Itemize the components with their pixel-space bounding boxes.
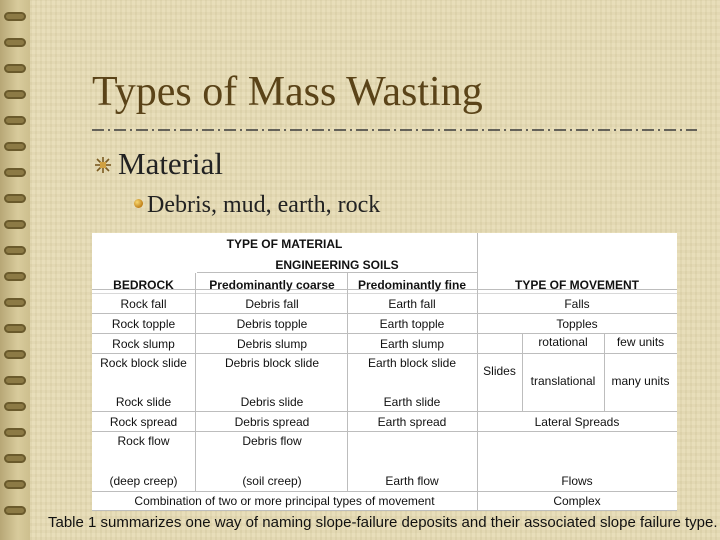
header-type-of-movement: TYPE OF MOVEMENT — [514, 278, 639, 292]
binder-ring-icon — [4, 90, 26, 99]
cell-few-units: few units — [616, 335, 665, 349]
binder-ring-icon — [4, 272, 26, 281]
binder-ring-icon — [4, 12, 26, 21]
table-gridline — [522, 353, 677, 354]
cell-coarse: Debris slump — [236, 337, 308, 351]
bullet-debris-text: Debris, mud, earth, rock — [147, 192, 381, 218]
cell-rock: Rock fall — [120, 297, 167, 311]
cell-rock: Rock block slide — [100, 356, 187, 370]
cell-fine: Earth flow — [385, 474, 439, 488]
cell-coarse: Debris block slide — [224, 356, 320, 370]
cell-movement: Lateral Spreads — [534, 415, 620, 429]
binder-ring-icon — [4, 402, 26, 411]
header-engineering-soils: ENGINEERING SOILS — [275, 258, 399, 272]
binder-ring-icon — [4, 298, 26, 307]
binder-ring-icon — [4, 350, 26, 359]
table-gridline — [195, 273, 196, 491]
cell-coarse: (soil creep) — [242, 474, 302, 488]
asterisk-star-icon — [94, 156, 112, 174]
cell-rock: Rock topple — [111, 317, 176, 331]
cell-movement: Flows — [561, 474, 593, 488]
header-coarse: Predominantly coarse — [209, 278, 335, 292]
binder-ring-icon — [4, 168, 26, 177]
cell-coarse: Debris fall — [245, 297, 299, 311]
cell-coarse: Debris topple — [236, 317, 308, 331]
binder-ring-icon — [4, 194, 26, 203]
binder-ring-icon — [4, 480, 26, 489]
cell-many-units: many units — [611, 374, 670, 388]
cell-movement: Falls — [564, 297, 590, 311]
bullet-material — [94, 146, 223, 182]
cell-rock: (deep creep) — [109, 474, 178, 488]
binder-ring-icon — [4, 142, 26, 151]
cell-complex: Complex — [553, 494, 601, 508]
cell-fine: Earth fall — [388, 297, 436, 311]
binder-ring-icon — [4, 506, 26, 515]
mass-wasting-table — [92, 233, 677, 510]
cell-rock: Rock spread — [109, 415, 178, 429]
table-gridline — [92, 411, 677, 412]
binder-ring-icon — [4, 116, 26, 125]
cell-coarse: Debris flow — [242, 434, 302, 448]
binder-ring-icon — [4, 428, 26, 437]
title-divider — [92, 128, 697, 132]
cell-fine: Earth topple — [379, 317, 445, 331]
header-type-of-material: TYPE OF MATERIAL — [226, 237, 343, 251]
table-gridline — [92, 313, 677, 314]
bullet-debris — [134, 192, 380, 219]
bullet-material-text: Material — [118, 146, 224, 181]
table-gridline — [92, 491, 677, 492]
cell-rotational: rotational — [538, 335, 588, 349]
binder-ring-icon — [4, 38, 26, 47]
binder-ring-icon — [4, 376, 26, 385]
binder-ring-icon — [4, 246, 26, 255]
table-gridline — [197, 272, 477, 273]
table-gridline — [92, 510, 677, 511]
cell-fine: Earth block slide — [367, 356, 457, 370]
table-gridline — [92, 333, 677, 334]
binder-ring-icon — [4, 220, 26, 229]
binder-ring-icon — [4, 454, 26, 463]
binder-strip — [0, 0, 30, 540]
cell-coarse: Debris spread — [234, 415, 310, 429]
cell-rock: Rock flow — [117, 434, 170, 448]
cell-rock: Rock slump — [112, 337, 175, 351]
cell-fine: Earth slump — [379, 337, 445, 351]
table-gridline — [92, 293, 677, 294]
round-gold-bullet-icon — [134, 199, 143, 208]
table-caption: Table 1 summarizes one way of naming slope-failure deposits and their associated slope failure type. — [48, 514, 718, 531]
table-gridline — [92, 431, 677, 432]
cell-fine: Earth slide — [383, 395, 441, 409]
cell-coarse: Debris slide — [240, 395, 304, 409]
cell-rock: Rock slide — [115, 395, 172, 409]
cell-combination: Combination of two or more principal types of movement — [134, 494, 435, 508]
header-bedrock: BEDROCK — [113, 278, 174, 292]
binder-ring-icon — [4, 64, 26, 73]
cell-movement: Topples — [556, 317, 598, 331]
cell-fine: Earth spread — [377, 415, 447, 429]
cell-translational: translational — [530, 374, 596, 388]
slide-title: Types of Mass Wasting — [92, 69, 483, 115]
cell-slides: Slides — [483, 364, 516, 378]
header-fine: Predominantly fine — [357, 278, 467, 292]
binder-ring-icon — [4, 324, 26, 333]
